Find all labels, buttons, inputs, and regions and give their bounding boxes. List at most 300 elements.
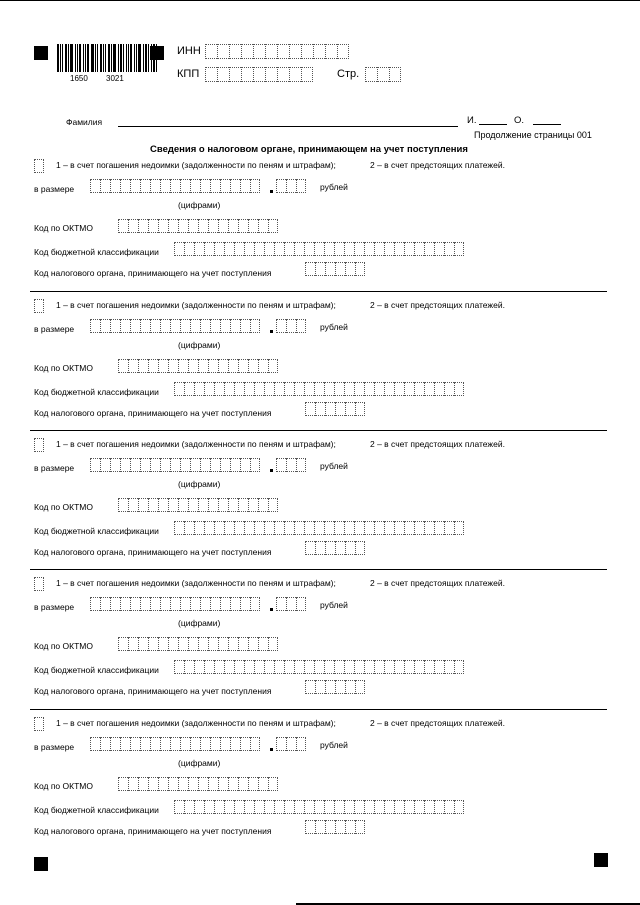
oktmo-field-2[interactable] [118, 359, 278, 373]
input-cell[interactable] [170, 458, 180, 472]
amount-field-1[interactable] [90, 179, 260, 193]
input-cell[interactable] [140, 737, 150, 751]
input-cell[interactable] [210, 597, 220, 611]
input-cell[interactable] [224, 660, 234, 674]
input-cell[interactable] [355, 820, 365, 834]
input-cell[interactable] [188, 777, 198, 791]
kbk-field-4[interactable] [174, 660, 464, 674]
input-cell[interactable] [218, 359, 228, 373]
input-cell[interactable] [110, 179, 120, 193]
input-cell[interactable] [314, 382, 324, 396]
input-cell[interactable] [394, 521, 404, 535]
input-cell[interactable] [130, 597, 140, 611]
input-cell[interactable] [325, 402, 335, 416]
input-cell[interactable] [244, 660, 254, 674]
input-cell[interactable] [184, 242, 194, 256]
input-cell[interactable] [34, 577, 44, 591]
input-cell[interactable] [160, 458, 170, 472]
payment-type-cell-2[interactable] [34, 299, 44, 313]
input-cell[interactable] [158, 359, 168, 373]
input-cell[interactable] [444, 521, 454, 535]
input-cell[interactable] [374, 521, 384, 535]
input-cell[interactable] [394, 382, 404, 396]
input-cell[interactable] [148, 219, 158, 233]
input-cell[interactable] [194, 382, 204, 396]
input-cell[interactable] [228, 359, 238, 373]
input-cell[interactable] [234, 521, 244, 535]
input-cell[interactable] [253, 44, 265, 59]
input-cell[interactable] [345, 820, 355, 834]
input-cell[interactable] [218, 498, 228, 512]
input-cell[interactable] [170, 597, 180, 611]
input-cell[interactable] [228, 777, 238, 791]
kopecks-field-5[interactable] [276, 737, 306, 751]
input-cell[interactable] [314, 242, 324, 256]
input-cell[interactable] [364, 242, 374, 256]
input-cell[interactable] [434, 660, 444, 674]
kbk-field-1[interactable] [174, 242, 464, 256]
input-cell[interactable] [286, 458, 296, 472]
input-cell[interactable] [325, 680, 335, 694]
input-cell[interactable] [110, 597, 120, 611]
input-cell[interactable] [424, 660, 434, 674]
input-cell[interactable] [284, 382, 294, 396]
input-cell[interactable] [200, 319, 210, 333]
input-cell[interactable] [118, 359, 128, 373]
input-cell[interactable] [294, 521, 304, 535]
input-cell[interactable] [344, 800, 354, 814]
input-cell[interactable] [120, 179, 130, 193]
amount-field-2[interactable] [90, 319, 260, 333]
input-cell[interactable] [268, 637, 278, 651]
input-cell[interactable] [277, 44, 289, 59]
input-cell[interactable] [214, 660, 224, 674]
input-cell[interactable] [414, 242, 424, 256]
input-cell[interactable] [220, 597, 230, 611]
input-cell[interactable] [305, 402, 315, 416]
kpp-field[interactable] [205, 67, 313, 82]
input-cell[interactable] [210, 737, 220, 751]
input-cell[interactable] [404, 382, 414, 396]
input-cell[interactable] [241, 67, 253, 82]
input-cell[interactable] [274, 242, 284, 256]
input-cell[interactable] [180, 319, 190, 333]
input-cell[interactable] [294, 660, 304, 674]
input-cell[interactable] [190, 737, 200, 751]
input-cell[interactable] [335, 402, 345, 416]
input-cell[interactable] [345, 680, 355, 694]
input-cell[interactable] [178, 219, 188, 233]
input-cell[interactable] [254, 521, 264, 535]
input-cell[interactable] [150, 319, 160, 333]
input-cell[interactable] [294, 242, 304, 256]
kbk-field-2[interactable] [174, 382, 464, 396]
input-cell[interactable] [118, 219, 128, 233]
input-cell[interactable] [268, 359, 278, 373]
input-cell[interactable] [355, 402, 365, 416]
input-cell[interactable] [248, 637, 258, 651]
surname-line[interactable] [118, 126, 458, 127]
input-cell[interactable] [168, 637, 178, 651]
input-cell[interactable] [324, 382, 334, 396]
input-cell[interactable] [234, 242, 244, 256]
input-cell[interactable] [228, 219, 238, 233]
input-cell[interactable] [244, 521, 254, 535]
input-cell[interactable] [434, 242, 444, 256]
input-cell[interactable] [194, 800, 204, 814]
input-cell[interactable] [130, 737, 140, 751]
input-cell[interactable] [160, 597, 170, 611]
input-cell[interactable] [444, 660, 454, 674]
input-cell[interactable] [244, 382, 254, 396]
input-cell[interactable] [276, 179, 286, 193]
input-cell[interactable] [301, 67, 313, 82]
input-cell[interactable] [344, 382, 354, 396]
input-cell[interactable] [90, 458, 100, 472]
input-cell[interactable] [434, 800, 444, 814]
input-cell[interactable] [315, 262, 325, 276]
input-cell[interactable] [210, 458, 220, 472]
input-cell[interactable] [204, 382, 214, 396]
tax-authority-field-1[interactable] [305, 262, 365, 276]
input-cell[interactable] [289, 44, 301, 59]
input-cell[interactable] [200, 737, 210, 751]
input-cell[interactable] [214, 521, 224, 535]
input-cell[interactable] [345, 541, 355, 555]
input-cell[interactable] [224, 242, 234, 256]
input-cell[interactable] [174, 660, 184, 674]
payment-type-cell-3[interactable] [34, 438, 44, 452]
input-cell[interactable] [160, 319, 170, 333]
input-cell[interactable] [234, 660, 244, 674]
input-cell[interactable] [100, 458, 110, 472]
input-cell[interactable] [120, 458, 130, 472]
input-cell[interactable] [334, 521, 344, 535]
input-cell[interactable] [289, 67, 301, 82]
oktmo-field-4[interactable] [118, 637, 278, 651]
input-cell[interactable] [218, 219, 228, 233]
input-cell[interactable] [180, 458, 190, 472]
input-cell[interactable] [229, 44, 241, 59]
input-cell[interactable] [240, 737, 250, 751]
input-cell[interactable] [194, 660, 204, 674]
input-cell[interactable] [110, 319, 120, 333]
input-cell[interactable] [274, 382, 284, 396]
input-cell[interactable] [276, 319, 286, 333]
payment-type-cell-1[interactable] [34, 159, 44, 173]
input-cell[interactable] [208, 777, 218, 791]
input-cell[interactable] [168, 498, 178, 512]
input-cell[interactable] [150, 458, 160, 472]
input-cell[interactable] [254, 382, 264, 396]
input-cell[interactable] [374, 800, 384, 814]
input-cell[interactable] [130, 458, 140, 472]
kbk-field-3[interactable] [174, 521, 464, 535]
input-cell[interactable] [377, 67, 389, 82]
input-cell[interactable] [253, 67, 265, 82]
input-cell[interactable] [404, 660, 414, 674]
input-cell[interactable] [254, 800, 264, 814]
input-cell[interactable] [241, 44, 253, 59]
initial-o-line[interactable] [533, 124, 561, 125]
input-cell[interactable] [354, 242, 364, 256]
input-cell[interactable] [355, 680, 365, 694]
input-cell[interactable] [325, 44, 337, 59]
input-cell[interactable] [254, 660, 264, 674]
input-cell[interactable] [198, 777, 208, 791]
input-cell[interactable] [258, 498, 268, 512]
input-cell[interactable] [286, 597, 296, 611]
input-cell[interactable] [208, 359, 218, 373]
input-cell[interactable] [208, 498, 218, 512]
input-cell[interactable] [138, 777, 148, 791]
input-cell[interactable] [138, 219, 148, 233]
input-cell[interactable] [250, 319, 260, 333]
payment-type-cell-4[interactable] [34, 577, 44, 591]
input-cell[interactable] [205, 44, 217, 59]
input-cell[interactable] [198, 498, 208, 512]
input-cell[interactable] [454, 660, 464, 674]
input-cell[interactable] [204, 242, 214, 256]
input-cell[interactable] [190, 319, 200, 333]
input-cell[interactable] [198, 637, 208, 651]
input-cell[interactable] [335, 541, 345, 555]
input-cell[interactable] [355, 541, 365, 555]
input-cell[interactable] [34, 717, 44, 731]
input-cell[interactable] [220, 319, 230, 333]
input-cell[interactable] [229, 67, 241, 82]
input-cell[interactable] [118, 637, 128, 651]
input-cell[interactable] [434, 521, 444, 535]
input-cell[interactable] [325, 820, 335, 834]
input-cell[interactable] [158, 777, 168, 791]
input-cell[interactable] [178, 777, 188, 791]
page-field[interactable] [365, 67, 401, 82]
input-cell[interactable] [34, 159, 44, 173]
input-cell[interactable] [184, 660, 194, 674]
input-cell[interactable] [389, 67, 401, 82]
input-cell[interactable] [334, 800, 344, 814]
input-cell[interactable] [374, 242, 384, 256]
input-cell[interactable] [90, 179, 100, 193]
input-cell[interactable] [414, 660, 424, 674]
input-cell[interactable] [138, 359, 148, 373]
input-cell[interactable] [294, 382, 304, 396]
input-cell[interactable] [188, 219, 198, 233]
input-cell[interactable] [130, 179, 140, 193]
input-cell[interactable] [100, 737, 110, 751]
input-cell[interactable] [100, 597, 110, 611]
input-cell[interactable] [444, 382, 454, 396]
kopecks-field-4[interactable] [276, 597, 306, 611]
input-cell[interactable] [148, 498, 158, 512]
input-cell[interactable] [258, 637, 268, 651]
input-cell[interactable] [424, 521, 434, 535]
input-cell[interactable] [224, 382, 234, 396]
input-cell[interactable] [184, 800, 194, 814]
input-cell[interactable] [394, 800, 404, 814]
input-cell[interactable] [284, 800, 294, 814]
oktmo-field-3[interactable] [118, 498, 278, 512]
input-cell[interactable] [90, 597, 100, 611]
input-cell[interactable] [404, 800, 414, 814]
input-cell[interactable] [315, 541, 325, 555]
input-cell[interactable] [354, 382, 364, 396]
input-cell[interactable] [404, 242, 414, 256]
input-cell[interactable] [284, 660, 294, 674]
input-cell[interactable] [234, 800, 244, 814]
input-cell[interactable] [304, 242, 314, 256]
input-cell[interactable] [140, 319, 150, 333]
input-cell[interactable] [344, 242, 354, 256]
input-cell[interactable] [238, 637, 248, 651]
input-cell[interactable] [178, 498, 188, 512]
input-cell[interactable] [238, 498, 248, 512]
input-cell[interactable] [315, 680, 325, 694]
input-cell[interactable] [118, 777, 128, 791]
input-cell[interactable] [276, 597, 286, 611]
input-cell[interactable] [248, 777, 258, 791]
input-cell[interactable] [230, 597, 240, 611]
input-cell[interactable] [198, 219, 208, 233]
input-cell[interactable] [345, 402, 355, 416]
input-cell[interactable] [248, 359, 258, 373]
input-cell[interactable] [324, 521, 334, 535]
input-cell[interactable] [258, 219, 268, 233]
input-cell[interactable] [434, 382, 444, 396]
input-cell[interactable] [324, 660, 334, 674]
kopecks-field-2[interactable] [276, 319, 306, 333]
input-cell[interactable] [184, 382, 194, 396]
input-cell[interactable] [444, 800, 454, 814]
input-cell[interactable] [230, 179, 240, 193]
input-cell[interactable] [296, 179, 306, 193]
input-cell[interactable] [250, 597, 260, 611]
input-cell[interactable] [34, 299, 44, 313]
input-cell[interactable] [178, 359, 188, 373]
input-cell[interactable] [454, 242, 464, 256]
input-cell[interactable] [304, 521, 314, 535]
input-cell[interactable] [90, 737, 100, 751]
inn-field[interactable] [205, 44, 349, 59]
input-cell[interactable] [168, 777, 178, 791]
input-cell[interactable] [454, 382, 464, 396]
input-cell[interactable] [296, 597, 306, 611]
input-cell[interactable] [264, 242, 274, 256]
input-cell[interactable] [128, 777, 138, 791]
input-cell[interactable] [254, 242, 264, 256]
input-cell[interactable] [364, 382, 374, 396]
input-cell[interactable] [34, 438, 44, 452]
kbk-field-5[interactable] [174, 800, 464, 814]
input-cell[interactable] [208, 637, 218, 651]
input-cell[interactable] [284, 521, 294, 535]
input-cell[interactable] [454, 521, 464, 535]
input-cell[interactable] [324, 242, 334, 256]
input-cell[interactable] [334, 382, 344, 396]
input-cell[interactable] [268, 498, 278, 512]
input-cell[interactable] [140, 458, 150, 472]
input-cell[interactable] [384, 800, 394, 814]
input-cell[interactable] [90, 319, 100, 333]
input-cell[interactable] [194, 242, 204, 256]
input-cell[interactable] [200, 458, 210, 472]
input-cell[interactable] [305, 541, 315, 555]
input-cell[interactable] [276, 737, 286, 751]
input-cell[interactable] [174, 521, 184, 535]
input-cell[interactable] [174, 242, 184, 256]
input-cell[interactable] [424, 382, 434, 396]
input-cell[interactable] [240, 458, 250, 472]
input-cell[interactable] [364, 521, 374, 535]
input-cell[interactable] [218, 777, 228, 791]
input-cell[interactable] [315, 820, 325, 834]
input-cell[interactable] [178, 637, 188, 651]
input-cell[interactable] [354, 660, 364, 674]
kopecks-field-1[interactable] [276, 179, 306, 193]
input-cell[interactable] [250, 737, 260, 751]
oktmo-field-1[interactable] [118, 219, 278, 233]
input-cell[interactable] [120, 737, 130, 751]
input-cell[interactable] [296, 737, 306, 751]
input-cell[interactable] [188, 498, 198, 512]
tax-authority-field-2[interactable] [305, 402, 365, 416]
input-cell[interactable] [148, 359, 158, 373]
input-cell[interactable] [315, 402, 325, 416]
input-cell[interactable] [220, 737, 230, 751]
input-cell[interactable] [414, 521, 424, 535]
input-cell[interactable] [313, 44, 325, 59]
input-cell[interactable] [325, 541, 335, 555]
input-cell[interactable] [454, 800, 464, 814]
input-cell[interactable] [304, 382, 314, 396]
input-cell[interactable] [128, 498, 138, 512]
input-cell[interactable] [184, 521, 194, 535]
input-cell[interactable] [374, 660, 384, 674]
input-cell[interactable] [120, 597, 130, 611]
input-cell[interactable] [180, 179, 190, 193]
amount-field-5[interactable] [90, 737, 260, 751]
input-cell[interactable] [274, 800, 284, 814]
input-cell[interactable] [374, 382, 384, 396]
input-cell[interactable] [200, 597, 210, 611]
input-cell[interactable] [305, 262, 315, 276]
input-cell[interactable] [354, 521, 364, 535]
initial-i-line[interactable] [479, 124, 507, 125]
input-cell[interactable] [150, 737, 160, 751]
input-cell[interactable] [268, 219, 278, 233]
input-cell[interactable] [190, 179, 200, 193]
input-cell[interactable] [404, 521, 414, 535]
input-cell[interactable] [217, 44, 229, 59]
input-cell[interactable] [150, 179, 160, 193]
input-cell[interactable] [314, 660, 324, 674]
input-cell[interactable] [337, 44, 349, 59]
input-cell[interactable] [364, 800, 374, 814]
input-cell[interactable] [344, 660, 354, 674]
input-cell[interactable] [128, 219, 138, 233]
input-cell[interactable] [138, 637, 148, 651]
input-cell[interactable] [286, 737, 296, 751]
input-cell[interactable] [170, 737, 180, 751]
input-cell[interactable] [384, 242, 394, 256]
input-cell[interactable] [208, 219, 218, 233]
input-cell[interactable] [110, 737, 120, 751]
input-cell[interactable] [305, 820, 315, 834]
input-cell[interactable] [274, 660, 284, 674]
input-cell[interactable] [158, 498, 168, 512]
input-cell[interactable] [240, 179, 250, 193]
